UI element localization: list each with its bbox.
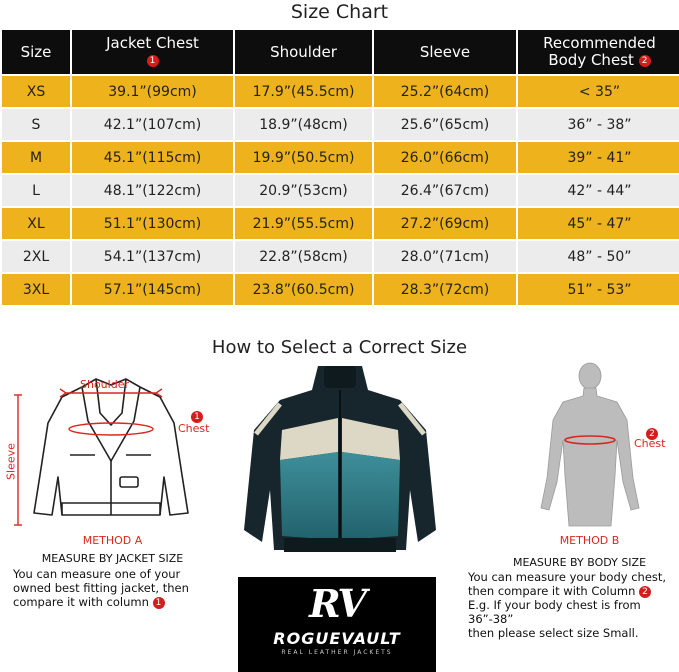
header-jacket-chest-label: Jacket Chest xyxy=(106,34,199,52)
leather-jacket-photo xyxy=(240,360,440,575)
cell-body-chest: 51” - 53” xyxy=(518,274,679,305)
badge-1: 1 xyxy=(147,55,159,67)
cell-shoulder: 23.8”(60.5cm) xyxy=(235,274,372,305)
cell-sleeve: 27.2”(69cm) xyxy=(374,208,516,239)
table-row xyxy=(2,76,679,107)
cell-size: S xyxy=(2,109,70,140)
cell-sleeve: 25.6”(65cm) xyxy=(374,109,516,140)
cell-shoulder: 19.9”(50.5cm) xyxy=(235,142,372,173)
cell-body-chest: 42” - 44” xyxy=(518,175,679,206)
cell-chest: 45.1”(115cm) xyxy=(72,142,233,173)
label-shoulder: Shoulder xyxy=(80,378,129,391)
cell-size: M xyxy=(2,142,70,173)
size-chart-table xyxy=(0,28,679,307)
cell-sleeve: 28.0”(71cm) xyxy=(374,241,516,272)
cell-size: L xyxy=(2,175,70,206)
cell-chest: 42.1”(107cm) xyxy=(72,109,233,140)
cell-body-chest: < 35” xyxy=(518,76,679,107)
table-header-row xyxy=(2,30,679,74)
cell-shoulder: 22.8”(58cm) xyxy=(235,241,372,272)
method-a-text: You can measure one of your owned best fitting jacket, then compare it with column 1 xyxy=(13,567,189,609)
how-to-title: How to Select a Correct Size xyxy=(211,337,468,358)
badge-method-a: 1 xyxy=(191,406,203,425)
cell-chest: 57.1”(145cm) xyxy=(72,274,233,305)
cell-size: XS xyxy=(2,76,70,107)
cell-shoulder: 17.9”(45.5cm) xyxy=(235,76,372,107)
method-b-subtitle: MEASURE BY BODY SIZE xyxy=(512,556,647,569)
cell-chest: 48.1”(122cm) xyxy=(72,175,233,206)
roguevault-logo xyxy=(238,577,436,672)
cell-shoulder: 18.9”(48cm) xyxy=(235,109,372,140)
label-sleeve: Sleeve xyxy=(4,443,18,480)
cell-size: XL xyxy=(2,208,70,239)
table-row xyxy=(2,274,679,305)
badge-1-inline: 1 xyxy=(153,597,165,609)
label-chest-b: Chest xyxy=(634,437,666,450)
label-chest-a: Chest xyxy=(178,422,210,435)
cell-chest: 51.1”(130cm) xyxy=(72,208,233,239)
method-b-title: METHOD B xyxy=(559,534,620,547)
table-row xyxy=(2,241,679,272)
header-jacket-chest xyxy=(72,30,233,74)
table-row xyxy=(2,175,679,206)
cell-shoulder: 20.9”(53cm) xyxy=(235,175,372,206)
badge-2: 2 xyxy=(639,55,651,67)
cell-shoulder: 21.9”(55.5cm) xyxy=(235,208,372,239)
method-b-text: You can measure your body chest, then compare it with Column 2 E.g. If your body chest is from 36”-38” then please select size Small. xyxy=(468,570,667,640)
cell-body-chest: 39” - 41” xyxy=(518,142,679,173)
logo-mark: RV xyxy=(309,581,365,626)
logo-tagline: REAL LEATHER JACKETS xyxy=(281,649,393,656)
badge-2-inline: 2 xyxy=(639,586,651,598)
cell-chest: 54.1”(137cm) xyxy=(72,241,233,272)
table-row xyxy=(2,109,679,140)
method-a-title: METHOD A xyxy=(82,534,143,547)
table-row xyxy=(2,208,679,239)
cell-body-chest: 45” - 47” xyxy=(518,208,679,239)
header-sleeve: Sleeve xyxy=(374,30,516,74)
table-row xyxy=(2,142,679,173)
cell-body-chest: 48” - 50” xyxy=(518,241,679,272)
badge-method-b: 2 xyxy=(646,423,658,442)
cell-size: 3XL xyxy=(2,274,70,305)
header-recommended-body-chest: Recommended Body Chest 2 xyxy=(518,30,679,74)
method-a-subtitle: MEASURE BY JACKET SIZE xyxy=(41,552,184,565)
cell-sleeve: 26.4”(67cm) xyxy=(374,175,516,206)
logo-name: ROGUEVAULT xyxy=(273,629,401,648)
header-shoulder: Shoulder xyxy=(235,30,372,74)
body-silhouette-illustration xyxy=(535,360,645,530)
header-size: Size xyxy=(2,30,70,74)
cell-chest: 39.1”(99cm) xyxy=(72,76,233,107)
cell-sleeve: 28.3”(72cm) xyxy=(374,274,516,305)
cell-size: 2XL xyxy=(2,241,70,272)
cell-sleeve: 25.2”(64cm) xyxy=(374,76,516,107)
cell-body-chest: 36” - 38” xyxy=(518,109,679,140)
size-chart-title: Size Chart xyxy=(290,1,389,23)
cell-sleeve: 26.0”(66cm) xyxy=(374,142,516,173)
